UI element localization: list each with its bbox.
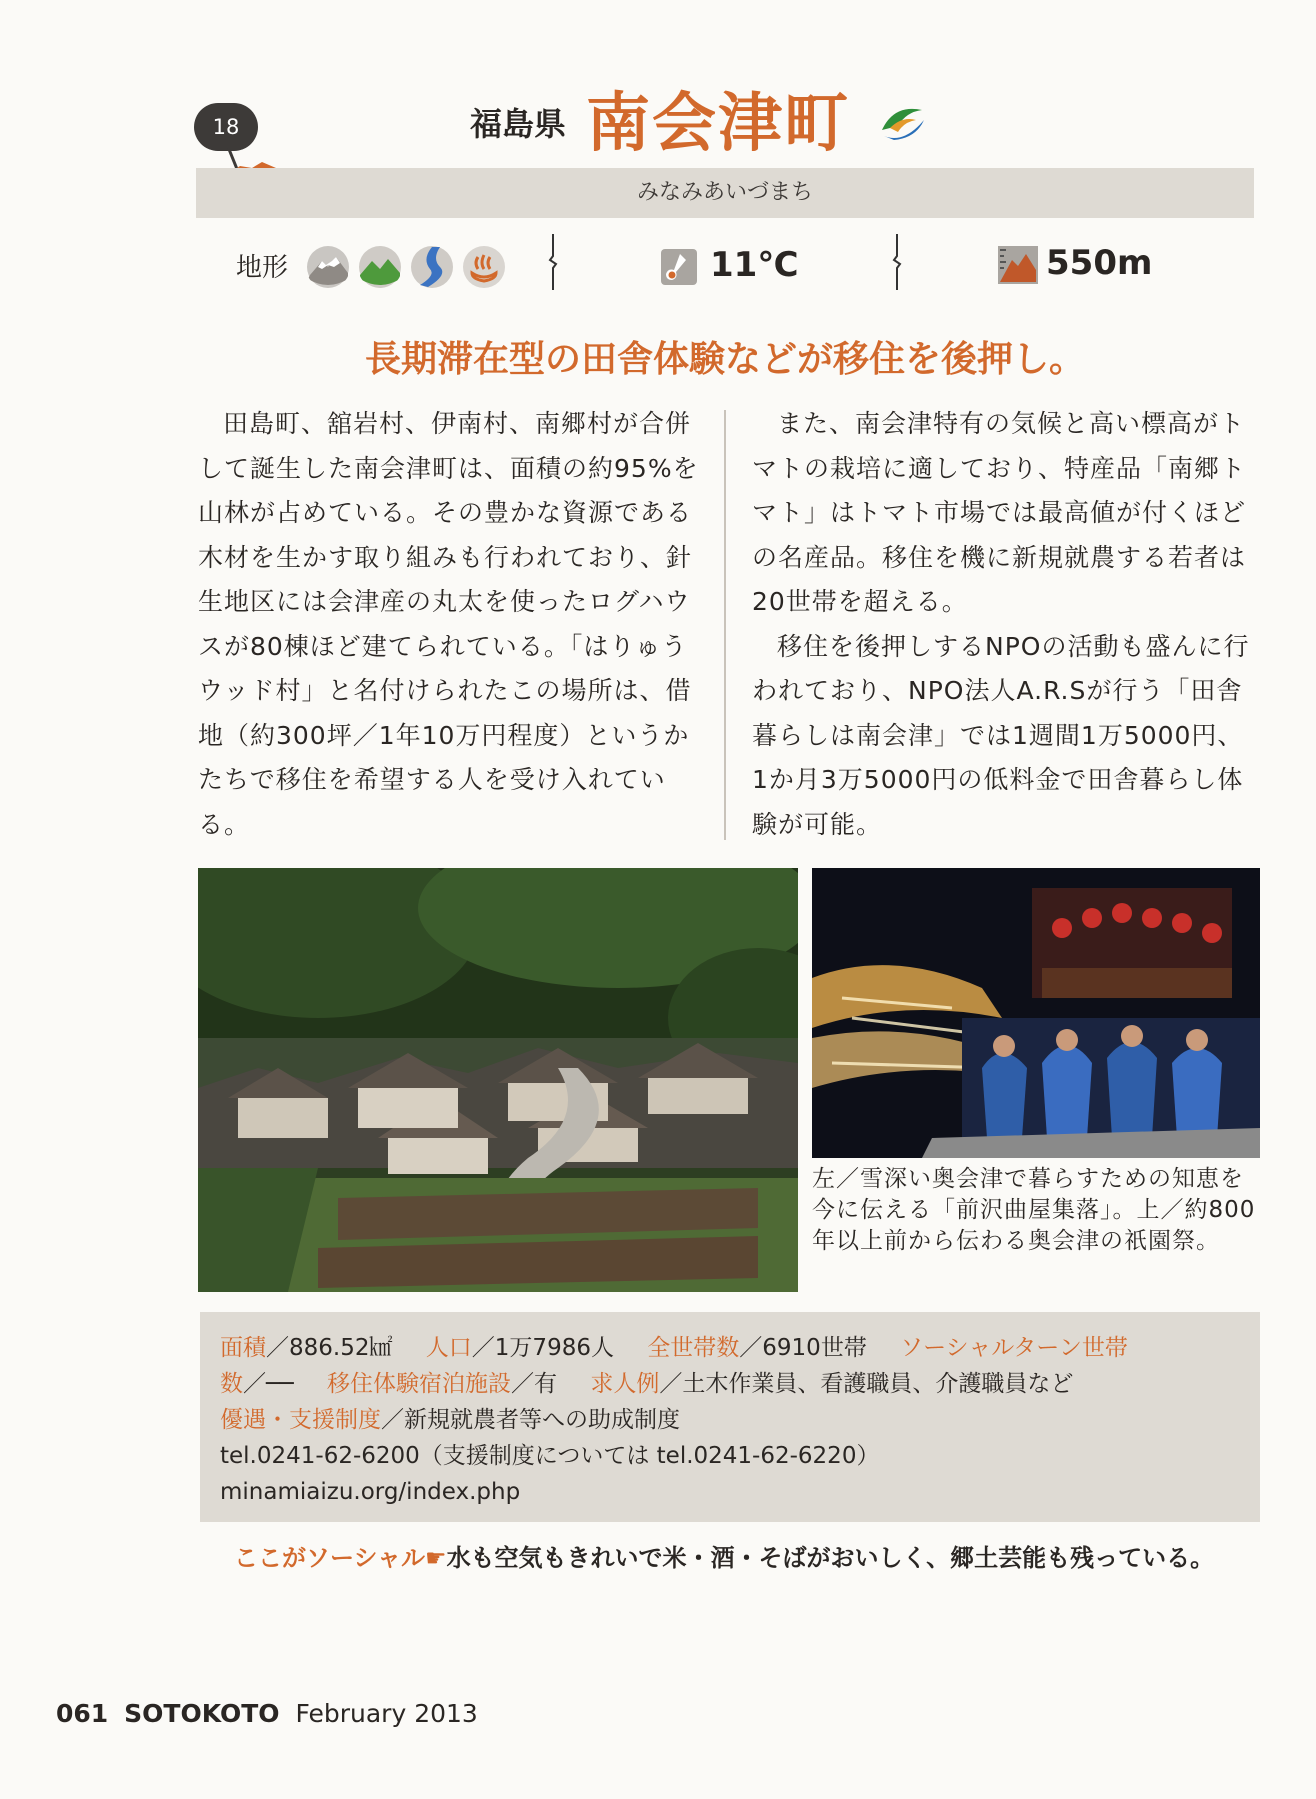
support-label: 優遇・支援制度 (220, 1407, 381, 1433)
terrain-label: 地形 (236, 253, 289, 283)
social-highlight (234, 1540, 1214, 1576)
social-text: 水も空気もきれいで米・酒・そばがおいしく、郷土芸能も残っている。 (446, 1544, 1215, 1572)
body-left-column (198, 402, 702, 847)
stats-divider (548, 234, 558, 290)
social-turn-label: ソーシャルターン世帯 (900, 1335, 1128, 1361)
info-line-1 (220, 1330, 1128, 1366)
body-paragraph: 移住を後押しするNPOの活動も盛んに行われており、NPO法人A.R.Sが行う「田舎暮らしは南会津」では1週間1万5000円、1か月3万5000円の低料金で田舎暮らし体験が可能。 (752, 631, 1250, 839)
jobs-value: ／土木作業員、看護職員、介護職員など (659, 1371, 1074, 1397)
stats-divider (892, 234, 902, 290)
info-line-2 (220, 1366, 1073, 1402)
trial-stay-value: ／有 (511, 1371, 558, 1397)
town-name: 南会津町 (586, 87, 850, 161)
village-photo (198, 868, 798, 1292)
social-turn-label-cont: 数 (220, 1371, 243, 1397)
average-temperature: 11℃ (710, 245, 799, 285)
info-line-3 (220, 1402, 680, 1438)
town-reading: みなみあいづまち (636, 180, 813, 205)
social-label: ここがソーシャル (234, 1544, 426, 1572)
households-value: ／6910世帯 (739, 1335, 867, 1361)
prefecture-name: 福島県 (470, 105, 567, 143)
population-value: ／1万7986人 (471, 1335, 614, 1361)
support-value: ／新規就農者等への助成制度 (381, 1407, 680, 1433)
snow-mountain-icon (306, 245, 350, 289)
town-emblem-icon (876, 100, 930, 146)
article-headline: 長期滞在型の田舎体験などが移住を後押し。 (364, 339, 1085, 380)
area-label: 面積 (220, 1335, 266, 1361)
body-right-column (752, 402, 1256, 847)
elevation-icon (998, 246, 1038, 284)
green-mountain-icon (358, 245, 402, 289)
thermometer-icon (660, 248, 698, 286)
elevation: 550m (1046, 243, 1153, 283)
hot-spring-icon (462, 245, 506, 289)
jobs-label: 求人例 (590, 1371, 660, 1397)
festival-photo (812, 868, 1260, 1158)
website-link[interactable]: minamiaizu.org/index.php (220, 1479, 521, 1505)
population-label: 人口 (425, 1335, 472, 1361)
page-number-badge: 18 (194, 103, 258, 151)
river-icon (410, 245, 454, 289)
issue-date: February 2013 (295, 1699, 478, 1728)
page-footer (56, 1696, 478, 1732)
contact-tel[interactable]: tel.0241-62-6200（支援制度については tel.0241-62-6220） (220, 1443, 880, 1469)
pointing-hand-icon: ☛ (425, 1544, 447, 1572)
trial-stay-label: 移住体験宿泊施設 (327, 1371, 512, 1397)
column-divider (724, 410, 726, 840)
social-turn-value: ／── (243, 1371, 294, 1397)
households-label: 全世帯数 (647, 1335, 740, 1361)
photo-caption: 左／雪深い奥会津で暮らすための知恵を今に伝える「前沢曲屋集落」。上／約800年以上前から伝わる奥会津の祇園祭。 (812, 1166, 1256, 1254)
area-value: ／886.52㎢ (266, 1335, 393, 1361)
body-paragraph: また、南会津特有の気候と高い標高がトマトの栽培に適しており、特産品「南郷トマト」はトマト市場では最高値が付くほどの名産品。移住を機に新規就農する若者は20世帯を超える。 (752, 409, 1247, 616)
body-paragraph: 田島町、舘岩村、伊南村、南郷村が合併して誕生した南会津町は、面積の約95%を山林が占めている。その豊かな資源である木材を生かす取り組みも行われており、針生地区には会津産の丸太を使ったログハウスが80棟ほど建てられている。「はりゅうウッド村」と名付けられたこの場所は、借地（約300坪／1年10万円程度）というかたちで移住を希望する人を受け入れている。 (198, 409, 699, 839)
page-number: 061 (56, 1699, 109, 1728)
magazine-name: SOTOKOTO (124, 1699, 280, 1728)
